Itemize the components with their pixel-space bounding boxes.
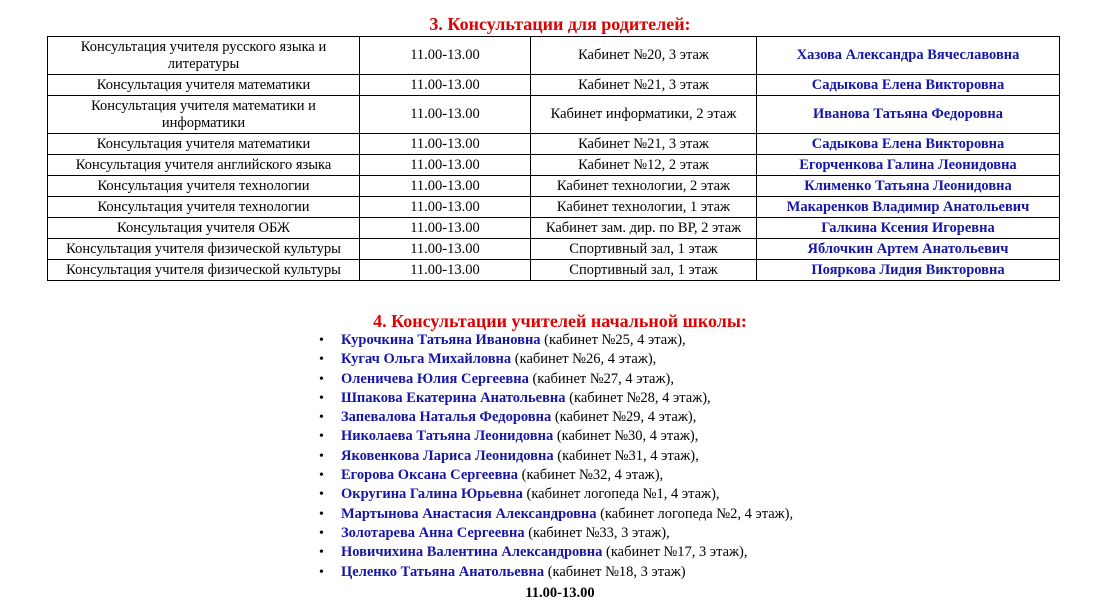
teacher-cell: Садыкова Елена Викторовна [757,134,1060,155]
time-cell: 11.00-13.00 [360,96,531,134]
primary-consult-time: 11.00-13.00 [525,585,595,601]
teacher-cell: Иванова Татьяна Федоровна [757,96,1060,134]
time-cell: 11.00-13.00 [360,134,531,155]
time-cell: 11.00-13.00 [360,176,531,197]
bullet-icon: • [319,371,324,387]
list-item [319,370,793,389]
teacher-cell: Садыкова Елена Викторовна [757,75,1060,96]
room-detail: (кабинет №26, 4 этаж), [511,351,657,368]
room-detail: (кабинет №27, 4 этаж), [528,370,674,387]
teacher-name: Шпакова Екатерина Анатольевна [341,389,566,406]
room-detail: (кабинет №33, 3 этаж), [524,524,670,541]
list-item [319,543,793,562]
list-item [319,350,793,369]
list-item [319,485,793,504]
section-4-title: 4. Консультации учителей начальной школы: [373,311,747,331]
list-item [319,524,793,543]
table-row [48,75,1060,96]
bullet-icon: • [319,525,324,541]
teacher-name: Целенко Татьяна Анатольевна [341,563,545,580]
subject-cell: Консультация учителя технологии [48,176,360,197]
list-item [319,563,793,582]
time-cell: 11.00-13.00 [360,155,531,176]
teacher-name: Николаева Татьяна Леонидовна [341,428,554,445]
teacher-name: Новичихина Валентина Александровна [341,544,603,561]
table-row [48,218,1060,239]
teacher-name: Яковенкова Лариса Леонидовна [341,447,554,464]
list-item [319,389,793,408]
teacher-cell: Клименко Татьяна Леонидовна [757,176,1060,197]
consultations-table [47,36,1060,281]
teacher-cell: Пояркова Лидия Викторовна [757,260,1060,281]
bullet-icon: • [319,506,324,522]
time-cell: 11.00-13.00 [360,37,531,75]
room-detail: (кабинет №18, 3 этаж) [544,563,686,580]
teacher-name: Запевалова Наталья Федоровна [341,409,552,426]
room-cell: Кабинет №12, 2 этаж [531,155,757,176]
list-item [319,408,793,427]
list-item [319,331,793,350]
time-cell: 11.00-13.00 [360,75,531,96]
list-item [319,505,794,524]
room-cell: Спортивный зал, 1 этаж [531,239,757,260]
subject-cell: Консультация учителя математики [48,75,360,96]
list-item [319,447,793,466]
room-cell: Спортивный зал, 1 этаж [531,260,757,281]
subject-cell: Консультация учителя английского языка [48,155,360,176]
bullet-icon: • [319,564,324,580]
bullet-icon: • [319,410,324,426]
primary-teachers-list [301,331,793,582]
teacher-name: Кугач Ольга Михайловна [341,351,512,368]
subject-cell: Консультация учителя математики [48,134,360,155]
bullet-icon: • [319,429,324,445]
room-detail: (кабинет логопеда №2, 4 этаж), [596,505,794,522]
list-item [319,466,793,485]
time-cell: 11.00-13.00 [360,197,531,218]
teacher-name: Мартынова Анастасия Александровна [341,505,597,522]
time-cell: 11.00-13.00 [360,260,531,281]
subject-cell: Консультация учителя русского языка и литературы [48,37,360,75]
bullet-icon: • [319,468,324,484]
table-row [48,176,1060,197]
room-detail: (кабинет №31, 4 этаж), [553,447,699,464]
table-row [48,134,1060,155]
room-cell: Кабинет зам. дир. по ВР, 2 этаж [531,218,757,239]
table-row [48,96,1060,134]
section-3-title: 3. Консультации для родителей: [429,14,691,34]
time-cell: 11.00-13.00 [360,218,531,239]
teacher-name: Округина Галина Юрьевна [341,486,523,503]
room-detail: (кабинет №28, 4 этаж), [565,389,711,406]
table-row [48,155,1060,176]
subject-cell: Консультация учителя физической культуры [48,260,360,281]
teacher-cell: Яблочкин Артем Анатольевич [757,239,1060,260]
room-cell: Кабинет №21, 3 этаж [531,134,757,155]
time-cell: 11.00-13.00 [360,239,531,260]
room-detail: (кабинет логопеда №1, 4 этаж), [522,486,720,503]
room-detail: (кабинет №17, 3 этаж), [602,544,748,561]
bullet-icon: • [319,448,324,464]
teacher-cell: Макаренков Владимир Анатольевич [757,197,1060,218]
teacher-cell: Галкина Ксения Игоревна [757,218,1060,239]
bullet-icon: • [319,487,324,503]
subject-cell: Консультация учителя технологии [48,197,360,218]
bullet-icon: • [319,545,324,561]
room-cell: Кабинет №21, 3 этаж [531,75,757,96]
room-detail: (кабинет №25, 4 этаж), [540,332,686,348]
list-item [319,427,793,446]
room-detail: (кабинет №30, 4 этаж), [553,428,699,445]
room-detail: (кабинет №29, 4 этаж), [551,409,697,426]
table-row [48,37,1060,75]
bullet-icon: • [319,390,324,406]
subject-cell: Консультация учителя математики и информатики [48,96,360,134]
teacher-name: Золотарева Анна Сергеевна [341,524,525,541]
teacher-cell: Хазова Александра Вячеславовна [757,37,1060,75]
room-cell: Кабинет информатики, 2 этаж [531,96,757,134]
teacher-name: Оленичева Юлия Сергеевна [341,370,529,387]
room-cell: Кабинет технологии, 2 этаж [531,176,757,197]
teacher-cell: Егорченкова Галина Леонидовна [757,155,1060,176]
room-cell: Кабинет технологии, 1 этаж [531,197,757,218]
table-row [48,197,1060,218]
bullet-icon: • [319,333,324,348]
table-row [48,260,1060,281]
room-detail: (кабинет №32, 4 этаж), [518,467,664,484]
room-cell: Кабинет №20, 3 этаж [531,37,757,75]
teacher-name: Егорова Оксана Сергеевна [341,467,519,484]
subject-cell: Консультация учителя физической культуры [48,239,360,260]
subject-cell: Консультация учителя ОБЖ [48,218,360,239]
table-row [48,239,1060,260]
teacher-name: Курочкина Татьяна Ивановна [341,332,541,348]
bullet-icon: • [319,352,324,368]
